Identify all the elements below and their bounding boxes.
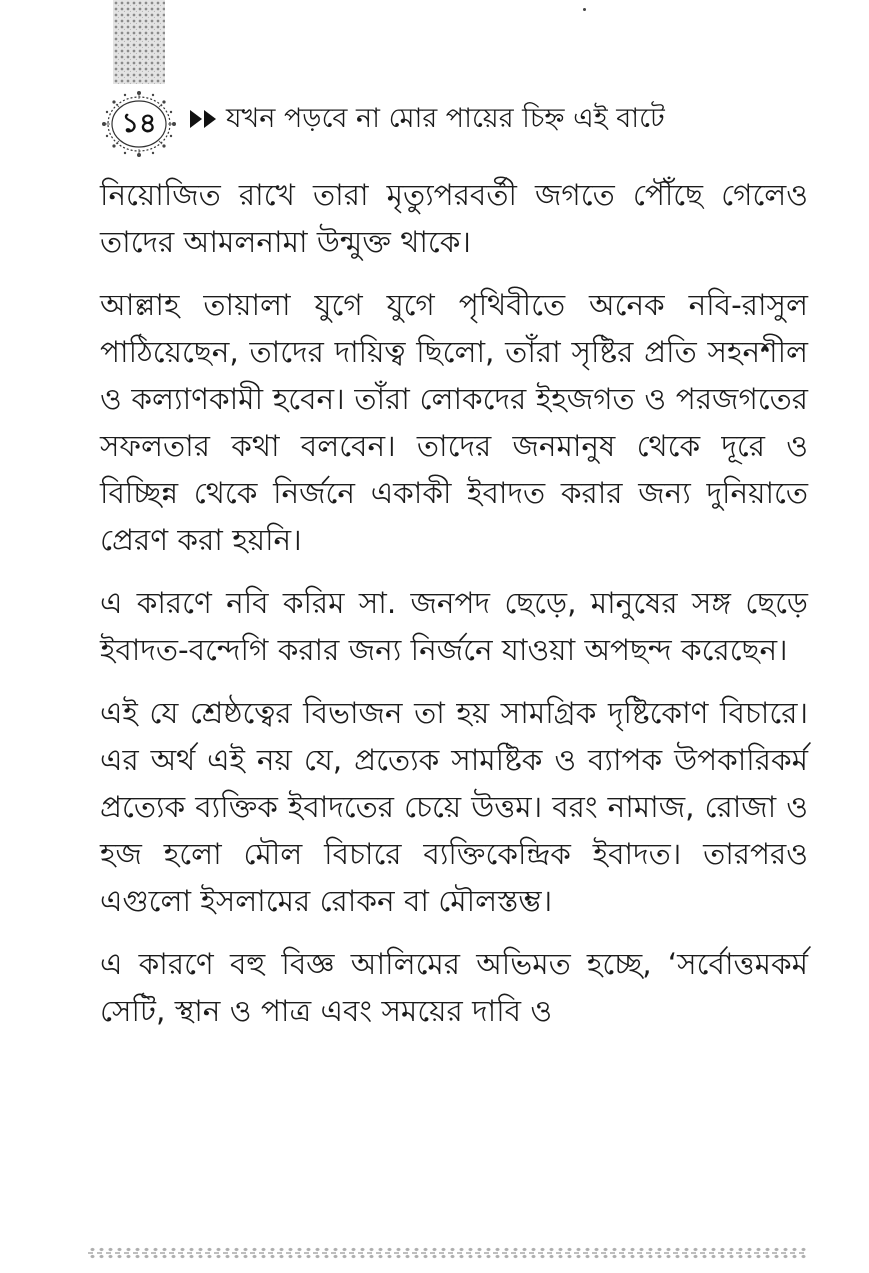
page-number: ১৪ (121, 108, 157, 139)
paragraph-2: আল্লাহ তায়ালা যুগে যুগে পৃথিবীতে অনেক নবি-রাসুল পাঠিয়েছেন, তাদের দায়িত্ব ছিলো, তাঁরা সৃষ্টির প্রতি সহনশীল ও কল্যাণকামী হবেন। তাঁরা লোকদের ইহজগত ও পরজগতের সফলতার কথা বলবেন। তাদের জনমানুষ থেকে দূরে ও বিচ্ছিন্ন থেকে নির্জনে একাকী ইবাদত করার জন্য দুনিয়াতে প্রেরণ করা হয়নি। (100, 288, 808, 557)
decorative-bottom-border (88, 1246, 806, 1260)
body-text (100, 172, 808, 1051)
paragraph-3: এ কারণে নবি করিম সা. জনপদ ছেড়ে, মানুষের সঙ্গ ছেড়ে ইবাদত-বন্দেগি করার জন্য নির্জনে যাওয়া অপছন্দ করেছেন। (100, 586, 808, 667)
print-speck (583, 8, 586, 11)
paragraph-5: এ কারণে বহু বিজ্ঞ আলিমের অভিমত হচ্ছে, ‘সর্বোত্তমকর্ম সেটি, স্থান ও পাত্র এবং সময়ের দাবি ও (100, 947, 808, 1028)
decorative-top-band (113, 0, 165, 84)
paragraph-4: এই যে শ্রেষ্ঠত্বের বিভাজন তা হয় সামগ্রিক দৃষ্টিকোণ বিচারে। এর অর্থ এই নয় যে, প্রত্যেক সামষ্টিক ও ব্যাপক উপকারিকর্ম প্রত্যেক ব্যক্তিক ইবাদতের চেয়ে উত্তম। বরং নামাজ, রোজা ও হজ হলো মৌল বিচারে ব্যক্তিকেন্দ্রিক ইবাদত। তারপরও এগুলো ইসলামের রোকন বা মৌলস্তম্ভ। (100, 696, 808, 918)
page-number-medallion (96, 86, 182, 162)
paragraph-1: নিয়োজিত রাখে তারা মৃত্যুপরবর্তী জগতে পৌঁছে গেলেও তাদের আমলনামা উন্মুক্ত থাকে। (100, 178, 808, 259)
double-right-triangle-icon (188, 104, 222, 134)
running-header-title: যখন পড়বে না মোর পায়ের চিহ্ন এই বাটে (226, 103, 665, 134)
